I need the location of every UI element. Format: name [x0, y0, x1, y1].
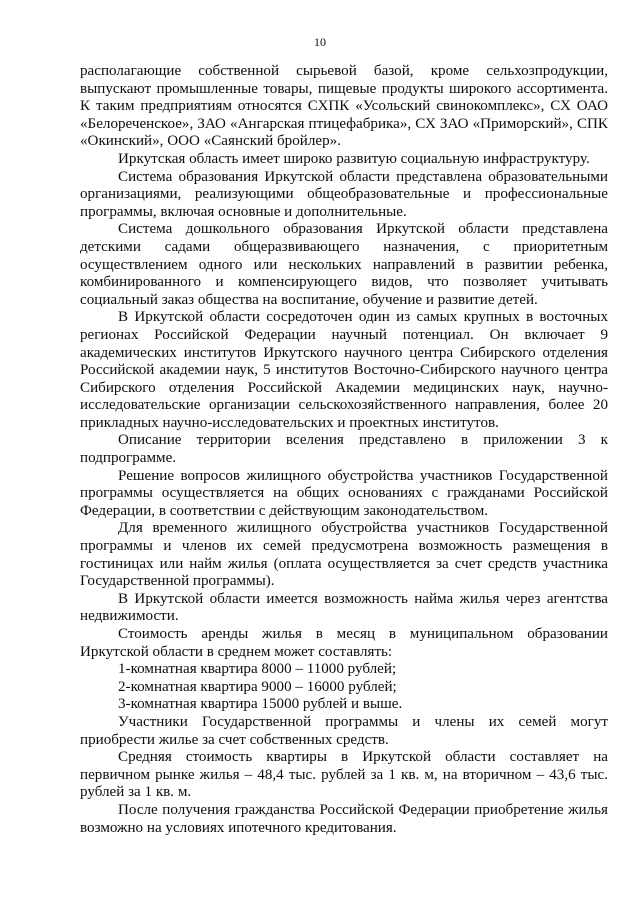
paragraph-scientific-potential: В Иркутской области сосредоточен один из самых крупных в восточных регионах Российской Федерации научный потенциал. Он включает 9 академических институтов Иркутского научного центра Сибирского отделения Российской академии наук, 5 институтов Восточно-Сибирского научного центра Сибирского отделения Российской Академии медицинских наук, научно-исследовательские организации сельскохозяйственного направления, более 20 прикладных научно-исследовательских и проектных институтов. [80, 309, 608, 431]
list-item-one-room: 1-комнатная квартира 8000 – 11000 рублей; [118, 661, 397, 678]
paragraph-preschool-education: Система дошкольного образования Иркутской области представлена детскими садами общеразвивающего назначения, с приоритетным осуществлением одного или нескольких направлений в развитии ребенка, комбинированного и компенсирующего видов, что позволяет учитывать социальный заказ общества на воспитание, обучение и развитие детей. [80, 221, 608, 308]
paragraph-enterprises-continuation: располагающие собственной сырьевой базой, кроме сельхозпродукции, выпускают промышленные товары, пищевые продукты широкого ассортимента. К таким предприятиям относятся СХПК «Усольский свинокомплекс», СХ ОАО «Белореченское», ЗАО «Ангарская птицефабрика», СХ ЗАО «Приморский», СПК «Окинский», ООО «Саянский бройлер». [80, 63, 608, 150]
document-body [80, 63, 608, 837]
paragraph-rent-cost: Стоимость аренды жилья в месяц в муниципальном образовании Иркутской области в среднем может составлять: [80, 626, 608, 660]
paragraph-territory-description: Описание территории вселения представлено в приложении 3 к подпрограмме. [80, 432, 608, 467]
paragraph-social-infrastructure: Иркутская область имеет широко развитую социальную инфраструктуру. [118, 150, 590, 167]
list-item-three-room: 3-комнатная квартира 15000 рублей и выше. [118, 696, 403, 713]
list-item-two-room: 2-комнатная квартира 9000 – 16000 рублей; [118, 678, 397, 695]
paragraph-rental-agencies: В Иркутской области имеется возможность найма жилья через агентства недвижимости. [80, 590, 608, 625]
paragraph-mortgage: После получения гражданства Российской Федерации приобретение жилья возможно на условиях ипотечного кредитования. [80, 801, 608, 836]
paragraph-own-funds: Участники Государственной программы и члены их семей могут приобрести жилье за счет собственных средств. [80, 713, 608, 748]
paragraph-education-system: Система образования Иркутской области представлена образовательными организациями, реализующими общеобразовательные и профессиональные программы, включая основные и дополнительные. [80, 168, 608, 220]
paragraph-average-price: Средняя стоимость квартиры в Иркутской области составляет на первичном рынке жилья – 48,4 тыс. рублей за 1 кв. м, на вторичном – 43,6 тыс. рублей за 1 кв. м. [80, 749, 608, 801]
page-number: 10 [314, 35, 326, 49]
paragraph-housing-solutions: Решение вопросов жилищного обустройства участников Государственной программы осуществляется на общих основаниях с гражданами Российской Федерации, в соответствии с действующим законодательством. [80, 467, 608, 519]
paragraph-temporary-housing: Для временного жилищного обустройства участников Государственной программы и членов их семей предусмотрена возможность размещения в гостиницах или найм жилья (оплата осуществляется за счет средств участника Государственной программы). [80, 520, 608, 590]
